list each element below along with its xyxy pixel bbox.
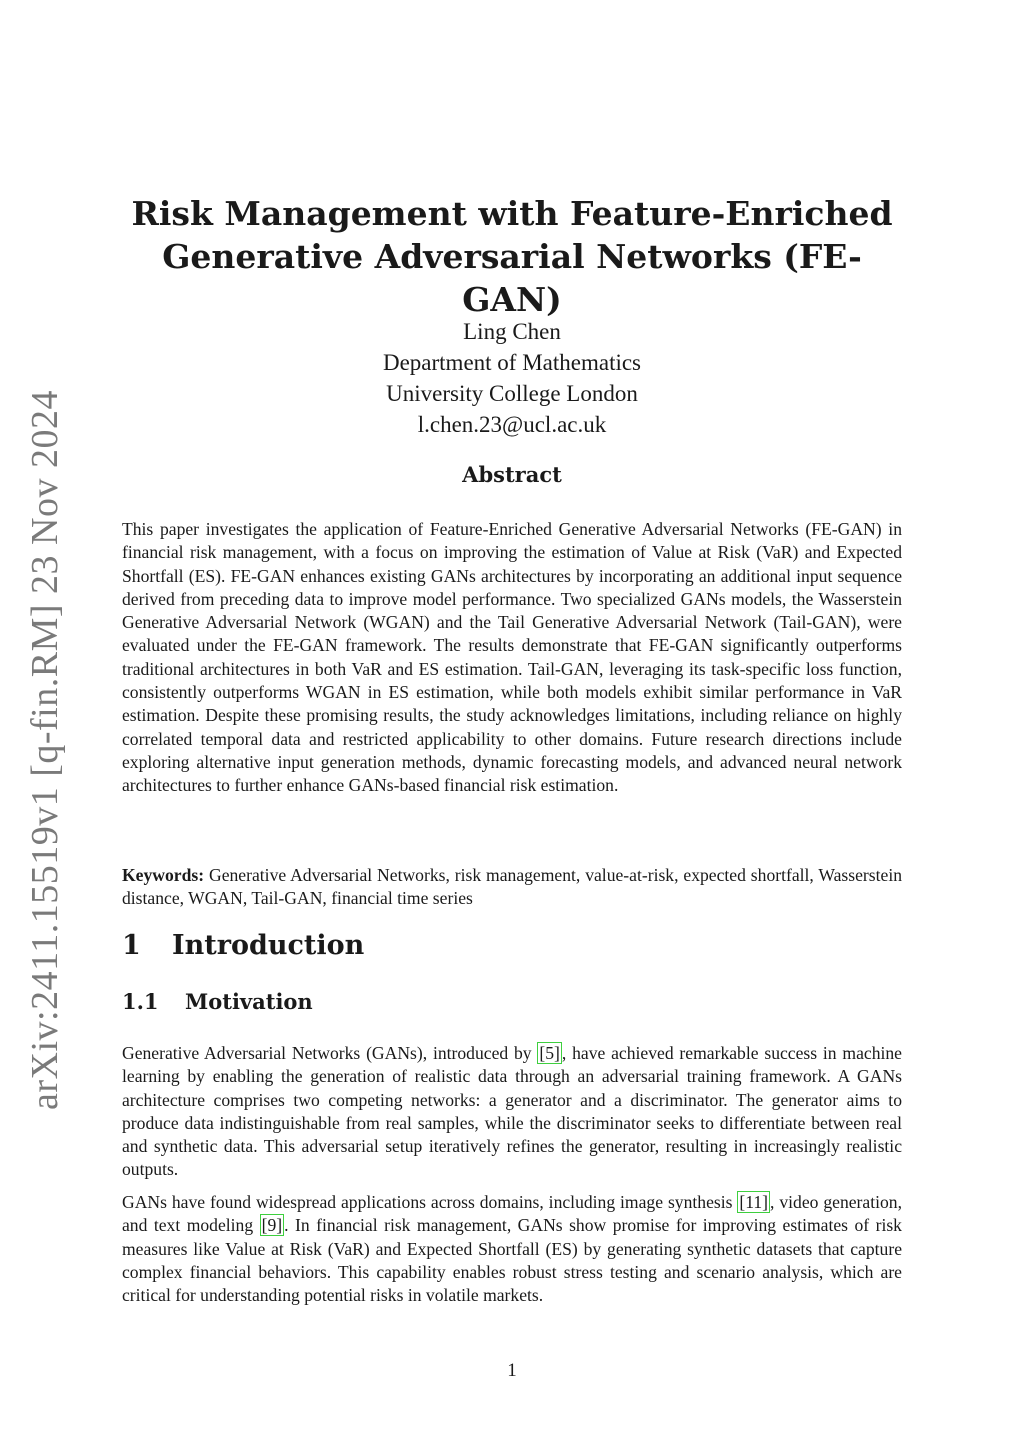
abstract-heading: Abstract [462, 462, 562, 487]
keywords [122, 864, 902, 911]
para2-text-middle: , video generation, and text modeling [122, 1192, 902, 1236]
author-department: Department of Mathematics [382, 350, 642, 375]
title-line-1: Risk Management with Feature-Enriched [131, 194, 893, 233]
para2-text-before: GANs have found widespread applications across domains, including image synthesis [122, 1192, 738, 1212]
keywords-label: Keywords: [122, 865, 205, 885]
subsection-heading-motivation [122, 989, 313, 1014]
subsection-number: 1.1 [122, 989, 159, 1014]
subsection-title: Motivation [185, 989, 313, 1014]
section-heading-introduction [122, 930, 364, 961]
page-number: 1 [507, 1360, 517, 1381]
section-title: Introduction [172, 930, 365, 961]
paragraph-1 [122, 1042, 902, 1182]
author-email: l.chen.23@ucl.ac.uk [417, 412, 607, 437]
paper-title [122, 192, 902, 321]
citation-link-5[interactable]: [5] [539, 1043, 560, 1063]
abstract-text: This paper investigates the application of Feature-Enriched Generative Adversarial Networks (FE-GAN) in financial risk management, with a focus on improving the estimation of Value at Risk (VaR) and Expected Shortfall (ES). FE-GAN enhances existing GANs architectures by incorporating an additional input sequence derived from preceding data to improve model performance. Two specialized GANs models, the Wasserstein Generative Adversarial Network (WGAN) and the Tail Generative Adversarial Network (Tail-GAN), were evaluated under the FE-GAN framework. The results demonstrate that FE-GAN significantly outperforms traditional architectures in both VaR and ES estimation. Tail-GAN, leveraging its task-specific loss function, consistently outperforms WGAN in ES estimation, while both models exhibit similar performance in VaR estimation. Despite these promising results, the study acknowledges limitations, including reliance on highly correlated temporal data and restricted applicability to other domains. Future research directions include exploring alternative input generation methods, dynamic forecasting models, and advanced neural network architectures to further enhance GANs-based financial risk estimation. [122, 519, 902, 796]
paragraph-2 [122, 1191, 902, 1307]
citation-link-11[interactable]: [11] [739, 1192, 769, 1212]
arxiv-identifier-stamp: arXiv:2411.15519v1 [q-fin.RM] 23 Nov 2024 [24, 390, 66, 1110]
title-line-2: Generative Adversarial Networks (FE-GAN) [162, 237, 862, 319]
para1-text-after: , have achieved remarkable success in machine learning by enabling the generation of realistic data through an adversarial training framework. A GANs architecture comprises two competing networks: a generator and a discriminator. The generator aims to produce data indistinguishable from real samples, while the discriminator seeks to differentiate between real and synthetic data. This adversarial setup iteratively refines the generator, resulting in increasingly realistic outputs. [122, 1043, 902, 1180]
para1-text-before: Generative Adversarial Networks (GANs), introduced by [122, 1043, 538, 1063]
section-number: 1 [122, 930, 141, 961]
author-name: Ling Chen [463, 319, 561, 344]
keywords-text: Generative Adversarial Networks, risk management, value-at-risk, expected shortfall, Wasserstein distance, WGAN, Tail-GAN, financial time series [122, 865, 903, 909]
citation-link-9[interactable]: [9] [261, 1215, 283, 1236]
author-institution: University College London [386, 381, 638, 406]
author-block [122, 316, 902, 440]
para2-text-after: . In financial risk management, GANs show promise for improving estimates of risk measures like Value at Risk (VaR) and Expected Shortfall (ES) by generating synthetic datasets that capture complex financial behaviors. This capability enables robust stress testing and scenario analysis, which are critical for understanding potential risks in volatile markets. [122, 1215, 902, 1306]
